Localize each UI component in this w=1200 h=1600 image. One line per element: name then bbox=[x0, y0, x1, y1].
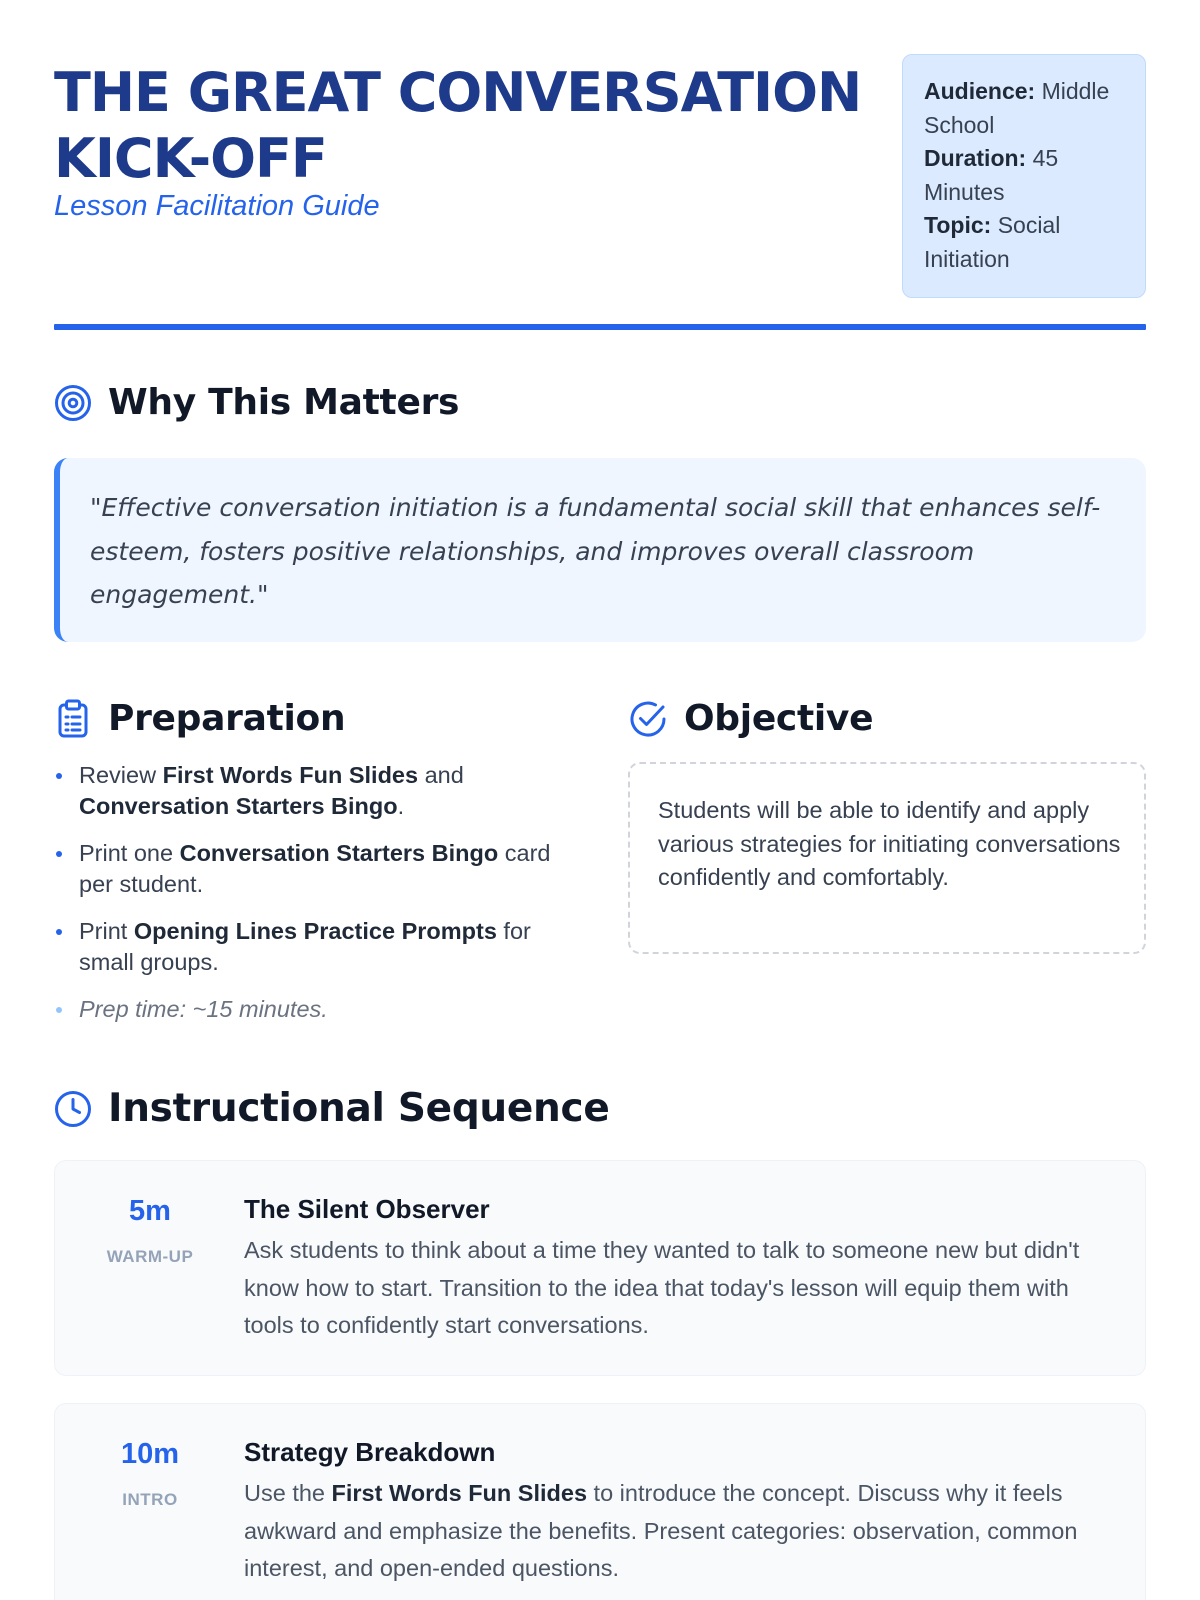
step-title: The Silent Observer bbox=[244, 1194, 490, 1224]
objective-box: Students will be able to identify and apply various strategies for initiating conversations confidently and comfortably. bbox=[628, 762, 1146, 954]
meta-duration-value: 45 Minutes bbox=[924, 145, 1059, 205]
step-time: 10m bbox=[120, 1438, 180, 1470]
objective-section-header bbox=[628, 698, 873, 739]
target-icon bbox=[54, 384, 92, 422]
meta-topic-value: Social Initiation bbox=[924, 212, 1061, 272]
step-title: Strategy Breakdown bbox=[244, 1437, 496, 1467]
preparation-section-title: Preparation bbox=[108, 698, 346, 739]
list-item: Print one Conversation Starters Bingo card per student. bbox=[54, 838, 584, 899]
meta-audience-value: Middle School bbox=[924, 78, 1110, 138]
why-section-header bbox=[54, 382, 459, 423]
step-description: Ask students to think about a time they wanted to talk to someone new but didn't know how to start. Transition to the idea that today's lesson will equip them with tools to confidently start conversations. bbox=[244, 1237, 1080, 1338]
step-label: INTRO bbox=[122, 1490, 178, 1509]
page-title: THE GREAT CONVERSATION KICK-OFF bbox=[54, 61, 862, 190]
clipboard-list-icon bbox=[54, 699, 92, 739]
list-item: Review First Words Fun Slides and Conversation Starters Bingo. bbox=[54, 760, 584, 821]
preparation-section-header bbox=[54, 698, 345, 739]
list-item: Print Opening Lines Practice Prompts for small groups. bbox=[54, 916, 584, 977]
prep-time-note: Prep time: ~15 minutes. bbox=[54, 994, 584, 1025]
step-time: 5m bbox=[129, 1195, 171, 1227]
meta-topic-label: Topic: bbox=[924, 212, 992, 238]
sequence-step-warm-up bbox=[54, 1160, 1146, 1376]
clock-icon bbox=[54, 1090, 92, 1128]
lesson-meta-box bbox=[902, 54, 1146, 298]
check-circle-icon bbox=[628, 699, 668, 739]
meta-topic bbox=[924, 209, 1125, 276]
sequence-step-intro bbox=[54, 1403, 1146, 1600]
objective-section-title: Objective bbox=[684, 698, 874, 739]
sequence-section-header bbox=[54, 1086, 610, 1131]
sequence-section-title: Instructional Sequence bbox=[108, 1086, 610, 1131]
step-description: Use the First Words Fun Slides to introduce the concept. Discuss why it feels awkward and emphasize the benefits. Present categories: observation, common interest, and open-ended questions. bbox=[244, 1480, 1078, 1581]
header-divider bbox=[54, 324, 1146, 330]
meta-audience bbox=[924, 75, 1125, 142]
step-label: WARM-UP bbox=[106, 1247, 194, 1266]
meta-duration bbox=[924, 142, 1125, 209]
why-quote: "Effective conversation initiation is a fundamental social skill that enhances self-esteem, fosters positive relationships, and improves overall classroom engagement." bbox=[54, 458, 1146, 642]
preparation-list bbox=[54, 760, 584, 1042]
meta-audience-label: Audience: bbox=[924, 78, 1036, 104]
meta-duration-label: Duration: bbox=[924, 145, 1027, 171]
page-subtitle: Lesson Facilitation Guide bbox=[54, 190, 380, 222]
why-section-title: Why This Matters bbox=[108, 382, 460, 423]
